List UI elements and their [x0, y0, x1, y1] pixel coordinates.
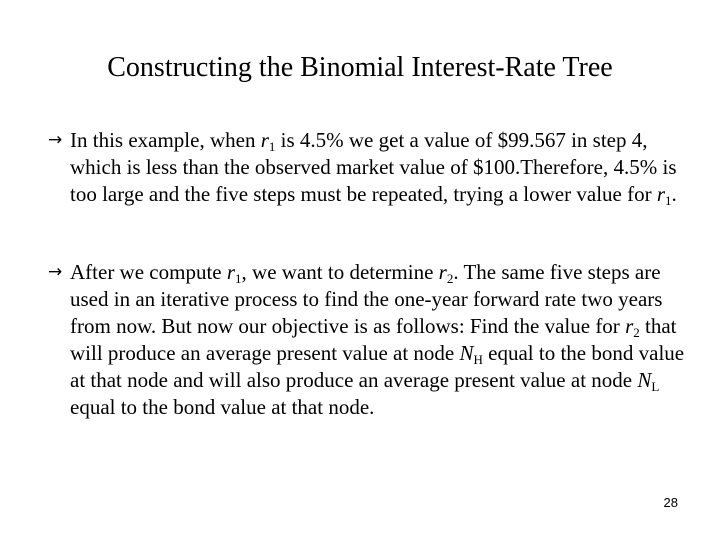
- subscript: 2: [633, 325, 640, 340]
- variable: r: [260, 128, 269, 152]
- text-run: equal to the bond value at that node.: [70, 395, 375, 419]
- bullet-item-2: [48, 259, 688, 421]
- text-run: , we want to determine: [241, 260, 439, 284]
- subscript: L: [651, 379, 660, 394]
- subscript: 1: [665, 193, 672, 208]
- bullet-text: [70, 127, 688, 208]
- variable: r: [438, 260, 447, 284]
- text-run: In this example, when: [70, 128, 261, 152]
- variable: N: [459, 341, 474, 365]
- text-run: . The same five steps are used in an iterative process to find the one-year forward rate two years from now. But now our objective is as follows: Find the value for: [70, 260, 663, 338]
- subscript: 1: [268, 139, 276, 154]
- page-number: 28: [663, 495, 678, 510]
- subscript: 2: [446, 271, 454, 286]
- text-run: is 4.5% we get a value of $99.567 in step 4, which is less than the observed market value of $100.Therefore, 4.5% is too large and the five steps must be repeated, trying a lower value for: [70, 128, 677, 206]
- text-run: .: [671, 182, 677, 206]
- text-run: that will produce an average present value at node: [70, 314, 677, 365]
- variable: r: [625, 314, 634, 338]
- text-run: equal to the bond value at that node and will also produce an average present value at node: [70, 341, 685, 392]
- variable: r: [226, 260, 236, 284]
- subscript: 1: [235, 271, 242, 286]
- text-run: After we compute: [70, 260, 227, 284]
- bullet-item-1: [48, 127, 688, 208]
- slide-title: Constructing the Binomial Interest-Rate Tree: [107, 52, 613, 83]
- variable: N: [637, 368, 652, 392]
- subscript: H: [473, 352, 483, 367]
- arrow-right-icon: →: [48, 130, 63, 150]
- variable: r: [656, 182, 666, 206]
- bullet-text: [70, 259, 688, 421]
- arrow-right-icon: →: [48, 262, 63, 282]
